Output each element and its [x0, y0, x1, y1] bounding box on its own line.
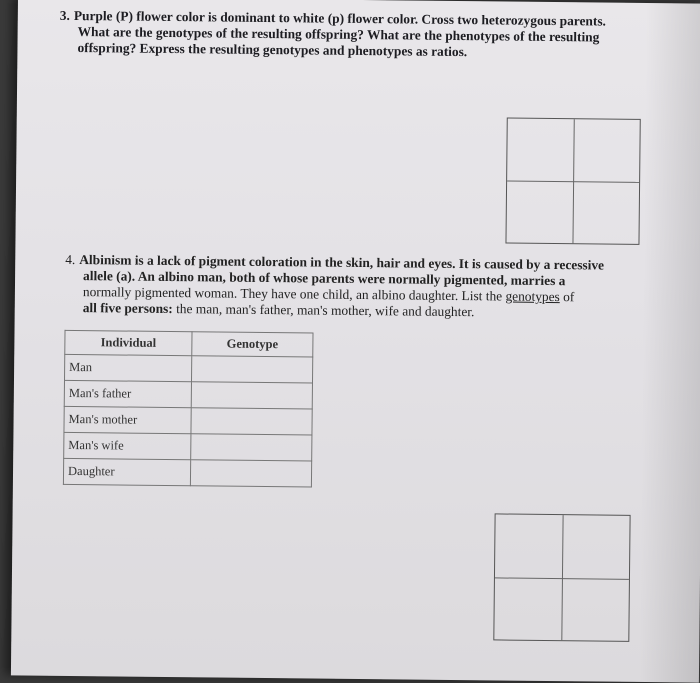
question-3-line-3: offspring? Express the resulting genotypes and phenotypes as ratios.	[77, 40, 468, 60]
question-3-line-2: What are the genotypes of the resulting offspring? What are the phenotypes of the resulting	[77, 24, 600, 45]
table-row	[64, 380, 312, 409]
header-genotype: Genotype	[192, 332, 313, 357]
header-individual: Individual	[65, 330, 192, 355]
question-4	[65, 252, 631, 322]
genotype-table	[63, 330, 314, 488]
genotype-cell[interactable]	[191, 382, 312, 409]
question-4-text-3-end: of	[563, 289, 575, 305]
genotype-cell[interactable]	[191, 434, 312, 461]
worksheet-page	[11, 0, 700, 683]
question-4-text-1: Albinism is a lack of pigment coloration in the skin, hair and eyes. It is caused by a recessive	[79, 252, 605, 273]
table-row	[64, 432, 312, 461]
punnett-square-2[interactable]	[493, 513, 630, 641]
page-shadow	[639, 3, 700, 683]
table-row	[65, 354, 313, 383]
table-header-row	[65, 330, 313, 357]
individual-cell: Man's mother	[64, 406, 191, 433]
genotype-cell[interactable]	[191, 356, 312, 383]
question-3-number: 3.	[59, 7, 70, 23]
question-4-bold-all-five: all five persons:	[82, 300, 173, 317]
question-4-text-4: the man, man's father, man's mother, wife and daughter.	[176, 301, 475, 320]
individual-cell: Man's wife	[64, 432, 191, 459]
question-4-line-2: allele (a). An albino man, both of whose parents were normally pigmented, marries a	[83, 268, 566, 289]
question-3	[59, 8, 659, 62]
question-3-text-1: Purple (P) flower color is dominant to white (p) flower color. Cross two heterozygous parents.	[73, 7, 607, 29]
table-row	[64, 406, 312, 435]
individual-cell: Man's father	[64, 380, 191, 407]
genotype-cell[interactable]	[191, 408, 312, 435]
individual-cell: Man	[65, 354, 192, 381]
question-4-number: 4.	[65, 251, 76, 268]
question-4-underlined-genotypes: genotypes	[505, 288, 560, 305]
question-4-text-3: normally pigmented woman. They have one child, an albino daughter. List the	[82, 284, 503, 304]
punnett-square-1[interactable]	[505, 118, 640, 245]
table-row	[63, 458, 311, 487]
genotype-cell[interactable]	[190, 460, 311, 487]
individual-cell: Daughter	[63, 458, 190, 485]
